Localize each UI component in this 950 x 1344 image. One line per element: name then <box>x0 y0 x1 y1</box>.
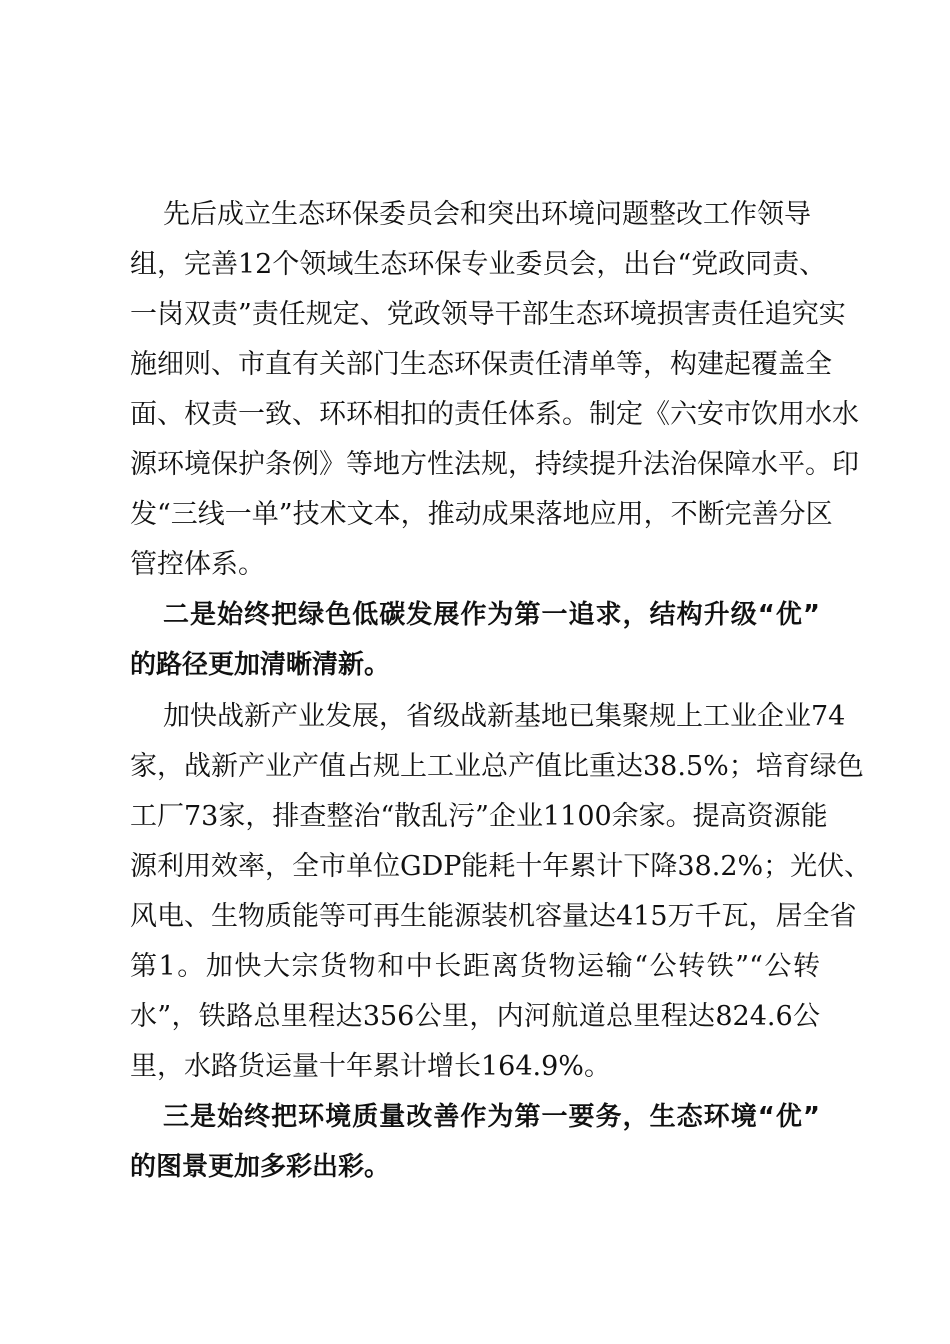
paragraph-2-line-4: 源利用效率，全市单位GDP能耗十年累计下降38.2%；光伏、 <box>130 851 872 882</box>
paragraph-2-line-2: 家，战新产业产值占规上工业总产值比重达38.5%；培育绿色 <box>130 751 864 782</box>
heading-2-line-1: 二是始终把绿色低碳发展作为第一追求，结构升级“优” <box>163 600 820 630</box>
paragraph-2-line-8: 里，水路货运量十年累计增长164.9%。 <box>130 1051 611 1082</box>
paragraph-2-line-1: 加快战新产业发展，省级战新基地已集聚规上工业企业74 <box>163 701 846 732</box>
heading-2-line-2: 的路径更加清晰清新。 <box>130 650 391 680</box>
heading-3-line-2: 的图景更加多彩出彩。 <box>130 1152 391 1182</box>
paragraph-1-line-4: 施细则、市直有关部门生态环保责任清单等，构建起覆盖全 <box>130 349 832 380</box>
heading-3-line-1: 三是始终把环境质量改善作为第一要务，生态环境“优” <box>163 1102 820 1132</box>
paragraph-1-line-8: 管控体系。 <box>130 549 265 580</box>
paragraph-1-line-1: 先后成立生态环保委员会和突出环境问题整改工作领导 <box>163 199 811 230</box>
paragraph-1-line-2: 组，完善12个领域生态环保专业委员会，出台“党政同责、 <box>130 249 827 280</box>
paragraph-2-line-6: 第1。加快大宗货物和中长距离货物运输“公转铁”“公转 <box>130 951 820 982</box>
paragraph-1-line-7: 发“三线一单”技术文本，推动成果落地应用，不断完善分区 <box>130 499 833 530</box>
paragraph-1-line-5: 面、权责一致、环环相扣的责任体系。制定《六安市饮用水水 <box>130 399 859 430</box>
paragraph-2-line-5: 风电、生物质能等可再生能源装机容量达415万千瓦，居全省 <box>130 901 857 932</box>
paragraph-1-line-3: 一岗双责”责任规定、党政领导干部生态环境损害责任追究实 <box>130 299 846 330</box>
paragraph-2-line-7: 水”，铁路总里程达356公里，内河航道总里程达824.6公 <box>130 1001 820 1032</box>
paragraph-1-line-6: 源环境保护条例》等地方性法规，持续提升法治保障水平。印 <box>130 449 859 480</box>
paragraph-2-line-3: 工厂73家，排查整治“散乱污”企业1100余家。提高资源能 <box>130 801 828 832</box>
